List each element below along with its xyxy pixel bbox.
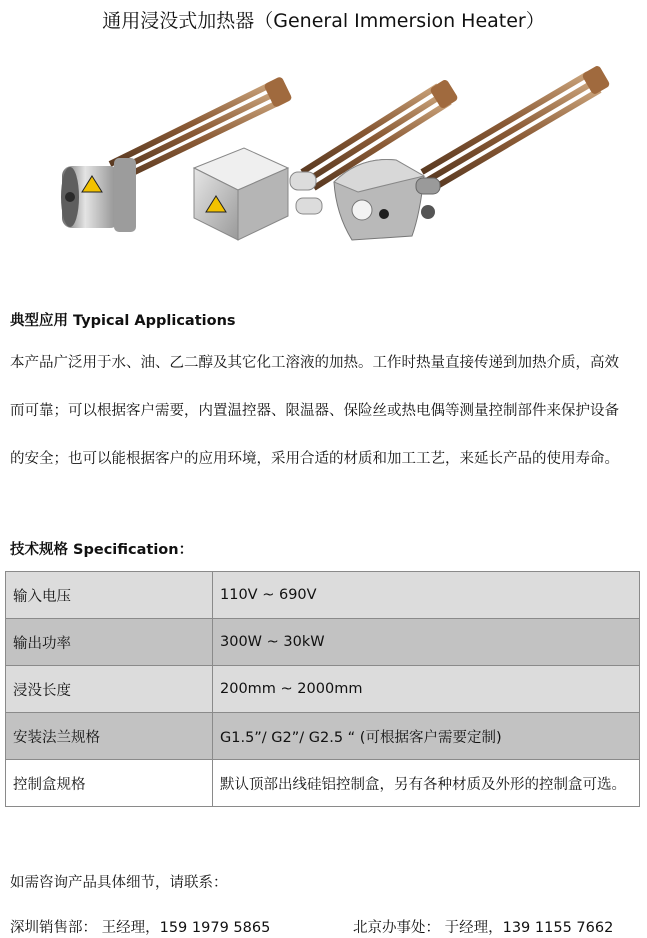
page-title: 通用浸没式加热器（General Immersion Heater） [102,10,545,32]
spec-label: 安装法兰规格 [6,713,213,760]
product-photos [40,64,620,244]
spec-value: G1.5”/ G2”/ G2.5 “ (可根据客户需要定制) [213,713,640,760]
spec-label: 浸没长度 [6,666,213,713]
table-row [6,760,640,807]
spec-value: 200mm ~ 2000mm [213,666,640,713]
spec-label: 输入电压 [6,572,213,619]
table-row [6,572,640,619]
spec-label: 控制盒规格 [6,760,213,807]
spec-value: 110V ~ 690V [213,572,640,619]
spec-value: 300W ~ 30kW [213,619,640,666]
specification-table [5,571,640,807]
applications-heading: 典型应用 Typical Applications [10,313,236,329]
table-row [6,619,640,666]
applications-line: 本产品广泛用于水、油、乙二醇及其它化工溶液的加热。工作时热量直接传递到加热介质，高效 [10,355,619,371]
contact-shenzhen: 深圳销售部： 王经理，159 1979 5865 [10,920,271,936]
applications-line: 的安全；也可以能根据客户的应用环境，采用合适的材质和加工工艺，来延长产品的使用寿命。 [10,451,619,467]
table-row [6,713,640,760]
contact-beijing: 北京办事处： 于经理，139 1155 7662 [353,920,614,936]
table-row [6,666,640,713]
specification-heading: 技术规格 Specification： [10,542,194,558]
spec-label: 输出功率 [6,619,213,666]
applications-text [10,339,638,483]
contact-intro: 如需咨询产品具体细节，请联系： [10,875,228,891]
spec-value: 默认顶部出线硅铝控制盒，另有各种材质及外形的控制盒可选。 [213,760,640,807]
applications-line: 而可靠；可以根据客户需要，内置温控器、限温器、保险丝或热电偶等测量控制部件来保护设备 [10,403,619,419]
